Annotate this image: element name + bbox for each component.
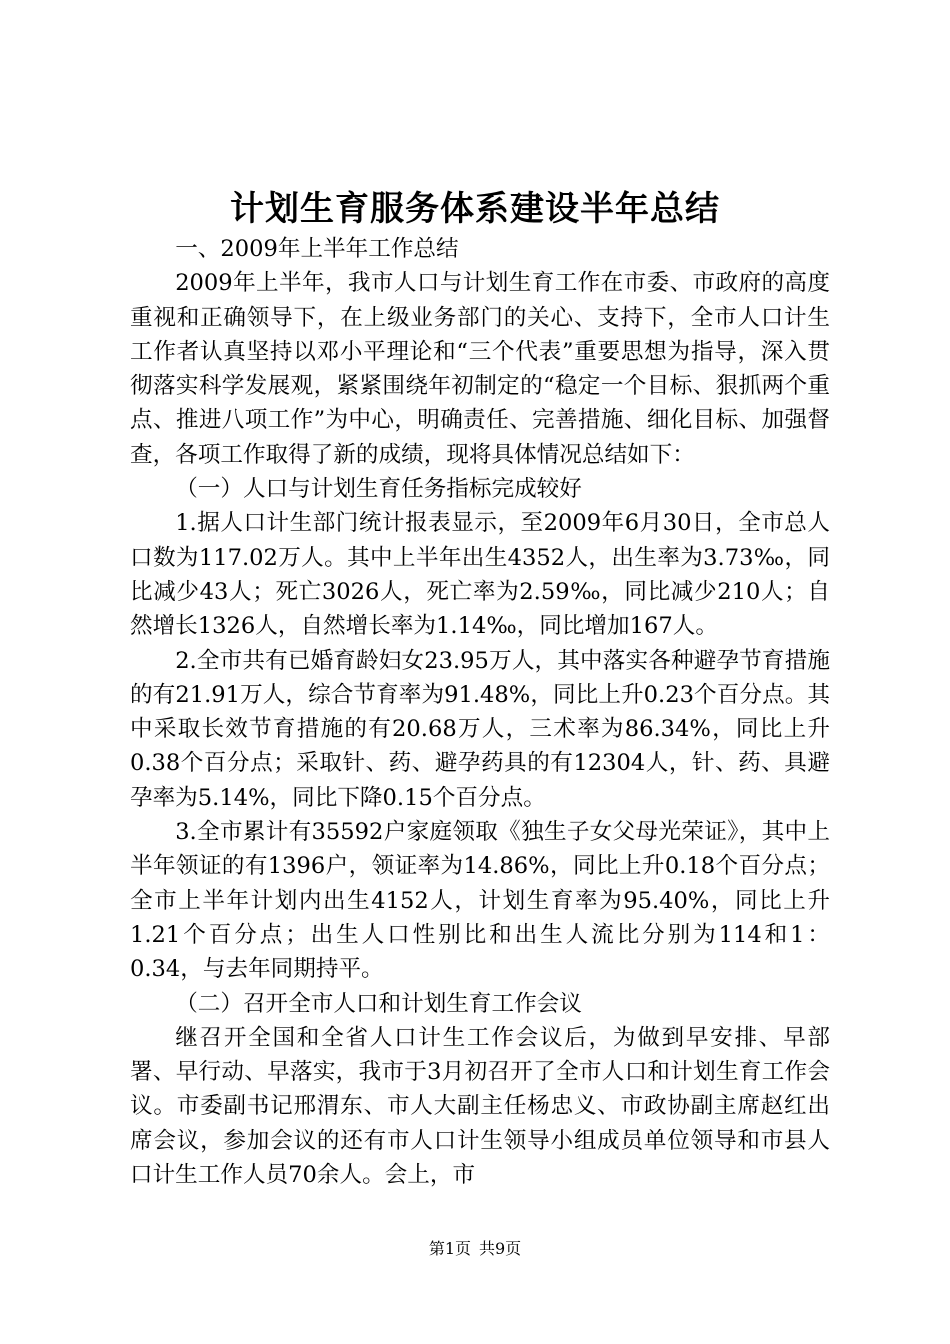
page-total: 共9页: [479, 1239, 522, 1258]
section-heading: 一、2009年上半年工作总结: [175, 236, 459, 262]
page-number: 第1页: [428, 1239, 471, 1258]
paragraph: 1.据人口计生部门统计报表显示，至2009年6月30日，全市总人口数为117.02万人。其中上半年出生4352人，出生率为3.73‰，同比减少43人；死亡3026人，死亡率为2.59‰，同比减少210人；自然增长1326人，自然增长率为1.14‰，同比增加167人。: [130, 510, 830, 640]
paragraph: 2009年上半年，我市人口与计划生育工作在市委、市政府的高度重视和正确领导下，在上级业务部门的关心、支持下，全市人口计生工作者认真坚持以邓小平理论和“三个代表”重要思想为指导，深入贯彻落实科学发展观，紧紧围绕年初制定的“稳定一个目标、狠抓两个重点、推进八项工作”为中心，明确责任、完善措施、细化目标、加强督查，各项工作取得了新的成绩，现将具体情况总结如下：: [130, 270, 830, 468]
document-title: 计划生育服务体系建设半年总结: [230, 189, 720, 229]
subsection-heading: （二）召开全市人口和计划生育工作会议: [175, 990, 582, 1017]
paragraph: 3.全市累计有35592户家庭领取《独生子女父母光荣证》，其中上半年领证的有1396户，领证率为14.86%，同比上升0.18个百分点；全市上半年计划内出生4152人，计划生育率为95.40%，同比上升1.21个百分点；出生人口性别比和出生人流比分别为114和1：0.34，与去年同期持平。: [130, 819, 830, 983]
document-body: [130, 232, 830, 1192]
subsection-heading: （一）人口与计划生育任务指标完成较好: [175, 476, 582, 503]
paragraph: 继召开全国和全省人口计生工作会议后，为做到早安排、早部署、早行动、早落实，我市于3月初召开了全市人口和计划生育工作会议。市委副书记邢渭东、市人大副主任杨忠义、市政协副主席赵红出席会议，参加会议的还有市人口计生领导小组成员单位领导和市县人口计生工作人员70余人。会上，市: [130, 1024, 830, 1189]
page-footer: [0, 1238, 950, 1260]
paragraph: 2.全市共有已婚育龄妇女23.95万人，其中落实各种避孕节育措施的有21.91万人，综合节育率为91.48%，同比上升0.23个百分点。其中采取长效节育措施的有20.68万人，三术率为86.34%，同比上升0.38个百分点；采取针、药、避孕药具的有12304人，针、药、具避孕率为5.14%，同比下降0.15个百分点。: [130, 647, 830, 811]
